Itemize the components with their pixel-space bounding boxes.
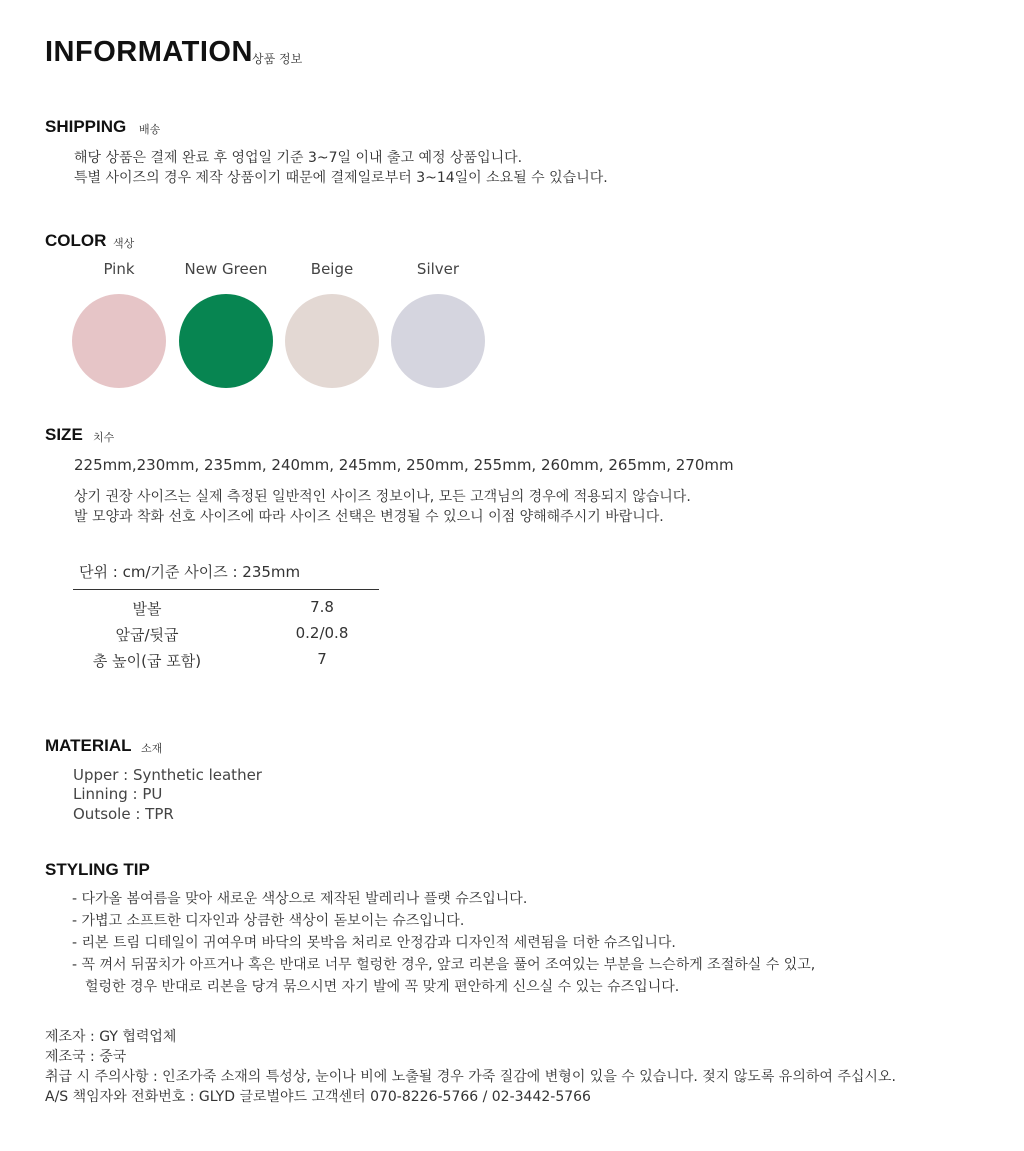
material-title: MATERIAL	[45, 736, 132, 755]
styling-line: - 다가올 봄여름을 맞아 새로운 색상으로 제작된 발레리나 플랫 슈즈입니다.	[72, 891, 528, 907]
page-subtitle: 상품 정보	[252, 52, 303, 66]
size-table-value: 7	[317, 650, 327, 668]
shipping-subtitle: 배송	[139, 123, 161, 136]
size-table-divider	[73, 589, 379, 590]
shipping-title: SHIPPING	[45, 117, 127, 136]
styling-title: STYLING TIP	[45, 860, 150, 879]
color-swatch-beige	[285, 294, 379, 388]
color-swatch-silver	[391, 294, 485, 388]
color-label-new-green: New Green	[184, 260, 268, 278]
styling-line: - 꼭 껴서 뒤꿈치가 아프거나 혹은 반대로 너무 헐렁한 경우, 앞코 리본을 풀어 조여있는 부분을 느슨하게 조절하실 수 있고,	[72, 957, 816, 973]
size-subtitle: 치수	[93, 431, 115, 444]
color-title: COLOR	[45, 231, 107, 250]
size-table-value: 0.2/0.8	[295, 624, 349, 642]
footer-manufacturer: 제조자 : GY 협력업체	[45, 1029, 177, 1045]
size-table-value: 7.8	[310, 598, 334, 616]
color-subtitle: 색상	[113, 237, 135, 250]
size-list: 225mm,230mm, 235mm, 240mm, 245mm, 250mm, 255mm, 260mm, 265mm, 270mm	[74, 456, 734, 474]
shipping-line: 해당 상품은 결제 완료 후 영업일 기준 3~7일 이내 출고 예정 상품입니다.	[74, 150, 523, 166]
color-swatch-pink	[72, 294, 166, 388]
size-note: 상기 권장 사이즈는 실제 측정된 일반적인 사이즈 정보이나, 모든 고객님의 경우에 적용되지 않습니다.	[74, 489, 691, 505]
color-swatch-new-green	[179, 294, 273, 388]
material-line: Linning : PU	[73, 785, 163, 803]
material-line: Outsole : TPR	[73, 805, 174, 823]
size-table-label: 발볼	[132, 600, 162, 618]
material-line: Upper : Synthetic leather	[73, 766, 262, 784]
size-table-label: 총 높이(굽 포함)	[92, 652, 202, 670]
styling-line: 헐렁한 경우 반대로 리본을 당겨 묶으시면 자기 발에 꼭 맞게 편안하게 신으실 수 있는 슈즈입니다.	[85, 979, 680, 995]
size-note: 발 모양과 착화 선호 사이즈에 따라 사이즈 선택은 변경될 수 있으니 이점 양해해주시기 바랍니다.	[74, 509, 664, 525]
size-title: SIZE	[45, 425, 83, 444]
material-subtitle: 소재	[141, 742, 163, 755]
color-label-silver: Silver	[416, 260, 460, 278]
size-table-caption: 단위 : cm/기준 사이즈 : 235mm	[79, 563, 301, 581]
color-label-beige: Beige	[310, 260, 354, 278]
color-label-pink: Pink	[103, 260, 135, 278]
footer-as-contact: A/S 책임자와 전화번호 : GLYD 글로벌야드 고객센터 070-8226-5766 / 02-3442-5766	[45, 1089, 591, 1105]
styling-line: - 리본 트림 디테일이 귀여우며 바닥의 못박음 처리로 안정감과 디자인적 세련됨을 더한 슈즈입니다.	[72, 935, 676, 951]
styling-line: - 가볍고 소프트한 디자인과 상큼한 색상이 돋보이는 슈즈입니다.	[72, 913, 465, 929]
footer-country: 제조국 : 중국	[45, 1049, 127, 1065]
size-table-label: 앞굽/뒷굽	[115, 626, 179, 644]
footer-care: 취급 시 주의사항 : 인조가죽 소재의 특성상, 눈이나 비에 노출될 경우 가죽 질감에 변형이 있을 수 있습니다. 젖지 않도록 유의하여 주십시오.	[45, 1069, 896, 1085]
shipping-line: 특별 사이즈의 경우 제작 상품이기 때문에 결제일로부터 3~14일이 소요될 수 있습니다.	[74, 170, 608, 186]
page-title: INFORMATION	[45, 36, 253, 68]
